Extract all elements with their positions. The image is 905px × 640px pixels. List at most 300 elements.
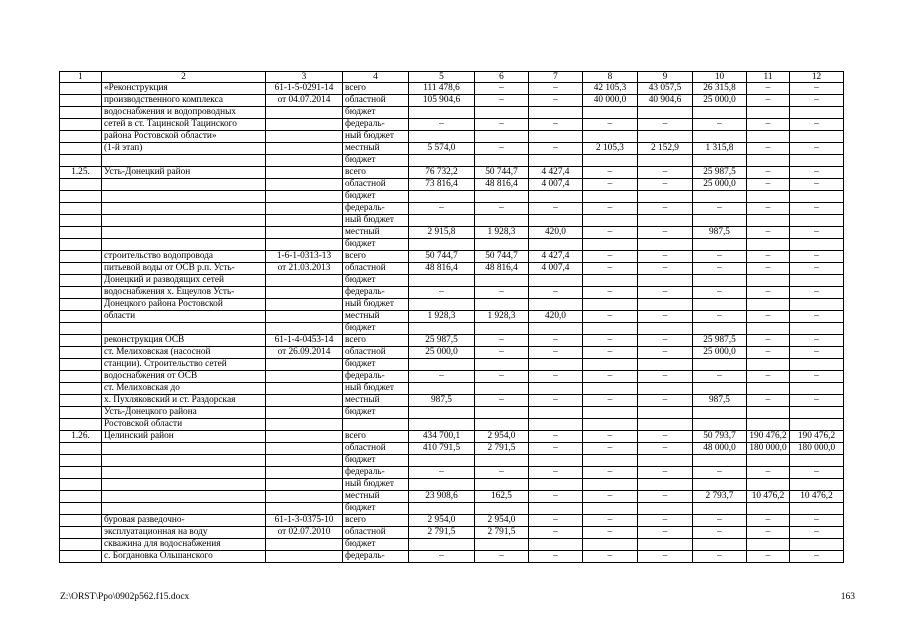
table-cell: –: [583, 431, 638, 443]
table-cell: [409, 191, 475, 203]
table-cell: [747, 107, 790, 119]
table-cell: [475, 407, 529, 419]
table-cell: [583, 323, 638, 335]
table-cell: [266, 431, 343, 443]
table-cell: [693, 107, 747, 119]
table-cell: [60, 155, 102, 167]
table-cell: –: [790, 527, 844, 539]
table-cell: [102, 227, 266, 239]
table-cell: [790, 215, 844, 227]
table-cell: –: [475, 395, 529, 407]
table-cell: –: [747, 335, 790, 347]
table-cell: местный: [343, 143, 409, 155]
table-cell: местный: [343, 491, 409, 503]
table-cell: 26 315,8: [693, 83, 747, 95]
table-cell: –: [529, 83, 583, 95]
table-cell: [790, 275, 844, 287]
table-cell: всего: [343, 431, 409, 443]
table-row: [60, 239, 844, 251]
table-cell: –: [790, 143, 844, 155]
table-cell: –: [747, 527, 790, 539]
table-cell: [266, 455, 343, 467]
table-cell: [529, 191, 583, 203]
table-cell: [266, 551, 343, 563]
table-cell: Усть-Донецкий район: [102, 167, 266, 179]
header-cell: 6: [475, 72, 529, 83]
table-cell: –: [475, 203, 529, 215]
table-cell: [409, 215, 475, 227]
table-cell: –: [693, 551, 747, 563]
table-cell: [638, 383, 693, 395]
table-cell: от 21.03.2013: [266, 263, 343, 275]
table-cell: [102, 191, 266, 203]
table-cell: –: [583, 491, 638, 503]
table-cell: 2 791,5: [409, 527, 475, 539]
table-cell: 987,5: [693, 227, 747, 239]
table-cell: местный: [343, 227, 409, 239]
table-cell: [638, 419, 693, 431]
table-cell: 1 928,3: [409, 311, 475, 323]
table-row: [60, 251, 844, 263]
table-cell: [638, 359, 693, 371]
table-cell: [583, 407, 638, 419]
table-cell: федераль-: [343, 467, 409, 479]
table-cell: –: [529, 443, 583, 455]
table-cell: –: [583, 371, 638, 383]
table-cell: –: [790, 95, 844, 107]
table-cell: [747, 155, 790, 167]
table-cell: 2 954,0: [409, 515, 475, 527]
table-cell: [409, 131, 475, 143]
table-cell: [60, 407, 102, 419]
table-cell: –: [790, 347, 844, 359]
table-cell: 25 000,0: [693, 95, 747, 107]
table-cell: [747, 359, 790, 371]
table-cell: –: [638, 263, 693, 275]
table-cell: [343, 419, 409, 431]
table-cell: [475, 131, 529, 143]
table-cell: –: [475, 551, 529, 563]
table-row: [60, 275, 844, 287]
table-cell: –: [693, 203, 747, 215]
table-cell: Усть-Донецкого района: [102, 407, 266, 419]
table-cell: [102, 503, 266, 515]
table-cell: –: [747, 95, 790, 107]
table-cell: [266, 491, 343, 503]
table-cell: ст. Мелиховская (насосной: [102, 347, 266, 359]
table-cell: [60, 323, 102, 335]
table-cell: –: [638, 515, 693, 527]
table-cell: [60, 515, 102, 527]
table-cell: –: [638, 311, 693, 323]
table-cell: района Ростовской области»: [102, 131, 266, 143]
table-cell: –: [747, 395, 790, 407]
table-cell: 4 007,4: [529, 263, 583, 275]
table-cell: –: [638, 395, 693, 407]
table-cell: [266, 143, 343, 155]
table-cell: [409, 239, 475, 251]
table-cell: 1.26.: [60, 431, 102, 443]
table-cell: –: [409, 287, 475, 299]
table-cell: –: [638, 119, 693, 131]
table-cell: 2 152,9: [638, 143, 693, 155]
table-cell: сетей в ст. Тацинской Тацинского: [102, 119, 266, 131]
table-cell: –: [529, 347, 583, 359]
table-cell: [266, 227, 343, 239]
table-cell: –: [583, 467, 638, 479]
table-cell: 2 954,0: [475, 515, 529, 527]
table-cell: федераль-: [343, 287, 409, 299]
table-cell: областной: [343, 443, 409, 455]
table-cell: [790, 419, 844, 431]
table-row: [60, 431, 844, 443]
table-cell: –: [638, 527, 693, 539]
table-cell: [102, 479, 266, 491]
table-cell: ный бюджет: [343, 383, 409, 395]
table-cell: [102, 455, 266, 467]
table-row: [60, 287, 844, 299]
table-cell: буровая разведочно-: [102, 515, 266, 527]
table-cell: [693, 383, 747, 395]
table-cell: –: [693, 515, 747, 527]
table-cell: [60, 275, 102, 287]
table-cell: [638, 539, 693, 551]
table-cell: «Реконструкция: [102, 83, 266, 95]
table-cell: [747, 419, 790, 431]
table-row: [60, 227, 844, 239]
table-row: [60, 479, 844, 491]
table-cell: водоснабжения х. Ещеулов Усть-: [102, 287, 266, 299]
table-row: [60, 395, 844, 407]
table-row: [60, 155, 844, 167]
table-cell: –: [529, 467, 583, 479]
table-cell: [266, 131, 343, 143]
table-cell: [747, 191, 790, 203]
table-cell: [747, 539, 790, 551]
table-cell: 2 954,0: [475, 431, 529, 443]
table-cell: [693, 539, 747, 551]
table-cell: –: [747, 551, 790, 563]
table-cell: 434 700,1: [409, 431, 475, 443]
table-row: [60, 263, 844, 275]
table-cell: –: [747, 143, 790, 155]
table-cell: 410 791,5: [409, 443, 475, 455]
table-cell: [266, 467, 343, 479]
table-cell: областной: [343, 263, 409, 275]
table-cell: [529, 407, 583, 419]
table-cell: [583, 383, 638, 395]
table-cell: 111 478,6: [409, 83, 475, 95]
table-cell: –: [409, 467, 475, 479]
table-cell: –: [747, 251, 790, 263]
table-cell: [638, 107, 693, 119]
table-cell: 10 476,2: [790, 491, 844, 503]
table-cell: федераль-: [343, 203, 409, 215]
table-cell: –: [790, 371, 844, 383]
table-cell: [60, 371, 102, 383]
table-cell: –: [747, 311, 790, 323]
header-cell: 11: [747, 72, 790, 83]
table-cell: ст. Мелиховская до: [102, 383, 266, 395]
table-cell: [583, 479, 638, 491]
table-cell: областной: [343, 95, 409, 107]
table-cell: [747, 479, 790, 491]
table-cell: [102, 467, 266, 479]
table-cell: [266, 107, 343, 119]
table-cell: –: [409, 119, 475, 131]
table-cell: [693, 419, 747, 431]
table-row: [60, 383, 844, 395]
table-cell: [475, 275, 529, 287]
table-cell: [693, 239, 747, 251]
table-cell: бюджет: [343, 155, 409, 167]
table-cell: [638, 407, 693, 419]
table-cell: [475, 155, 529, 167]
table-cell: –: [747, 179, 790, 191]
table-cell: [747, 299, 790, 311]
table-cell: –: [583, 551, 638, 563]
table-cell: –: [638, 491, 693, 503]
table-row: [60, 83, 844, 95]
table-cell: 23 908,6: [409, 491, 475, 503]
table-cell: [409, 539, 475, 551]
table-cell: –: [529, 287, 583, 299]
table-cell: [529, 503, 583, 515]
table-header-row: [60, 72, 844, 83]
table-cell: [693, 191, 747, 203]
table-cell: –: [583, 515, 638, 527]
table-cell: –: [747, 467, 790, 479]
table-cell: –: [693, 251, 747, 263]
table-cell: [638, 191, 693, 203]
table-cell: 190 476,2: [790, 431, 844, 443]
table-cell: 25 000,0: [693, 179, 747, 191]
table-cell: [60, 455, 102, 467]
table-cell: Донецкого района Ростовской: [102, 299, 266, 311]
table-row: [60, 299, 844, 311]
table-cell: –: [638, 251, 693, 263]
table-cell: –: [529, 371, 583, 383]
table-cell: [790, 155, 844, 167]
table-cell: –: [747, 347, 790, 359]
table-cell: [409, 359, 475, 371]
table-row: [60, 491, 844, 503]
table-cell: –: [790, 263, 844, 275]
table-cell: [638, 479, 693, 491]
table-cell: [266, 275, 343, 287]
table-cell: –: [529, 491, 583, 503]
table-cell: федераль-: [343, 551, 409, 563]
table-cell: 1 928,3: [475, 227, 529, 239]
table-cell: –: [529, 143, 583, 155]
table-cell: –: [790, 167, 844, 179]
header-cell: 7: [529, 72, 583, 83]
table-cell: [475, 383, 529, 395]
table-cell: скважина для водоснабжения: [102, 539, 266, 551]
table-cell: 987,5: [693, 395, 747, 407]
table-cell: [60, 359, 102, 371]
table-cell: всего: [343, 335, 409, 347]
table-row: [60, 311, 844, 323]
table-cell: [747, 131, 790, 143]
table-cell: Целинский район: [102, 431, 266, 443]
table-cell: –: [747, 119, 790, 131]
table-cell: [409, 419, 475, 431]
table-cell: [409, 503, 475, 515]
table-cell: [266, 203, 343, 215]
table-cell: 43 057,5: [638, 83, 693, 95]
budget-table: [59, 71, 844, 563]
table-cell: 4 427,4: [529, 251, 583, 263]
table-cell: 1-6-1-0313-13: [266, 251, 343, 263]
table-cell: бюджет: [343, 539, 409, 551]
table-cell: [60, 383, 102, 395]
table-cell: –: [693, 287, 747, 299]
table-cell: [60, 287, 102, 299]
table-cell: [638, 155, 693, 167]
table-cell: 10 476,2: [747, 491, 790, 503]
table-row: [60, 215, 844, 227]
table-cell: –: [529, 119, 583, 131]
table-cell: [266, 179, 343, 191]
table-cell: областной: [343, 527, 409, 539]
table-cell: [790, 503, 844, 515]
table-cell: [475, 215, 529, 227]
table-cell: [266, 503, 343, 515]
table-cell: [529, 299, 583, 311]
header-cell: 1: [60, 72, 102, 83]
table-row: [60, 143, 844, 155]
header-cell: 5: [409, 72, 475, 83]
table-cell: [638, 299, 693, 311]
table-cell: [583, 215, 638, 227]
table-cell: 61-1-3-0375-10: [266, 515, 343, 527]
table-cell: 25 987,5: [693, 167, 747, 179]
table-cell: [747, 383, 790, 395]
table-cell: –: [529, 395, 583, 407]
table-cell: производственного комплекса: [102, 95, 266, 107]
table-cell: [60, 263, 102, 275]
table-cell: [60, 179, 102, 191]
table-cell: бюджет: [343, 275, 409, 287]
table-cell: 420,0: [529, 311, 583, 323]
table-cell: 76 732,2: [409, 167, 475, 179]
table-cell: –: [583, 263, 638, 275]
table-cell: [475, 539, 529, 551]
table-cell: [409, 455, 475, 467]
table-cell: бюджет: [343, 107, 409, 119]
table-cell: [60, 227, 102, 239]
table-row: [60, 407, 844, 419]
table-cell: 61-1-5-0291-14: [266, 83, 343, 95]
table-cell: –: [790, 287, 844, 299]
table-cell: –: [529, 515, 583, 527]
table-cell: –: [747, 287, 790, 299]
table-cell: –: [638, 467, 693, 479]
table-cell: [60, 119, 102, 131]
table-cell: бюджет: [343, 191, 409, 203]
table-cell: реконструкция ОСВ: [102, 335, 266, 347]
table-cell: [60, 395, 102, 407]
table-cell: бюджет: [343, 407, 409, 419]
table-cell: [583, 539, 638, 551]
table-cell: [529, 215, 583, 227]
table-cell: федераль-: [343, 119, 409, 131]
table-cell: [475, 455, 529, 467]
table-cell: [583, 455, 638, 467]
table-cell: 61-1-4-0453-14: [266, 335, 343, 347]
table-cell: ный бюджет: [343, 215, 409, 227]
table-cell: –: [693, 263, 747, 275]
table-cell: –: [529, 203, 583, 215]
table-cell: –: [475, 95, 529, 107]
table-cell: –: [583, 443, 638, 455]
table-cell: –: [747, 371, 790, 383]
table-cell: [102, 323, 266, 335]
table-cell: –: [747, 515, 790, 527]
table-cell: [638, 275, 693, 287]
table-cell: 5 574,0: [409, 143, 475, 155]
table-cell: [102, 215, 266, 227]
table-cell: –: [693, 311, 747, 323]
table-cell: [409, 275, 475, 287]
table-cell: –: [409, 371, 475, 383]
table-cell: 40 000,0: [583, 95, 638, 107]
table-cell: –: [747, 227, 790, 239]
table-cell: бюджет: [343, 359, 409, 371]
table-cell: –: [790, 467, 844, 479]
table-cell: –: [475, 83, 529, 95]
table-cell: [583, 239, 638, 251]
table-cell: [266, 191, 343, 203]
table-cell: областной: [343, 179, 409, 191]
page-number: 163: [840, 592, 855, 602]
table-cell: –: [475, 335, 529, 347]
header-cell: 10: [693, 72, 747, 83]
table-cell: [60, 239, 102, 251]
table-cell: [409, 407, 475, 419]
table-cell: –: [475, 287, 529, 299]
table-cell: [583, 299, 638, 311]
table-cell: –: [693, 467, 747, 479]
table-cell: –: [747, 167, 790, 179]
table-cell: –: [693, 527, 747, 539]
table-cell: [266, 419, 343, 431]
table-cell: 420,0: [529, 227, 583, 239]
table-cell: [60, 215, 102, 227]
table-cell: бюджет: [343, 323, 409, 335]
table-cell: области: [102, 311, 266, 323]
table-cell: [266, 119, 343, 131]
table-cell: [60, 251, 102, 263]
table-row: [60, 455, 844, 467]
table-cell: [790, 191, 844, 203]
table-cell: [266, 311, 343, 323]
table-cell: 50 793,7: [693, 431, 747, 443]
table-cell: [747, 503, 790, 515]
table-cell: Ростовской области: [102, 419, 266, 431]
table-cell: ный бюджет: [343, 131, 409, 143]
table-cell: [529, 479, 583, 491]
table-cell: –: [583, 227, 638, 239]
table-cell: –: [475, 371, 529, 383]
table-cell: [409, 383, 475, 395]
table-cell: [790, 539, 844, 551]
table-cell: –: [638, 335, 693, 347]
table-cell: –: [475, 143, 529, 155]
table-row: [60, 203, 844, 215]
table-cell: 50 744,7: [475, 251, 529, 263]
